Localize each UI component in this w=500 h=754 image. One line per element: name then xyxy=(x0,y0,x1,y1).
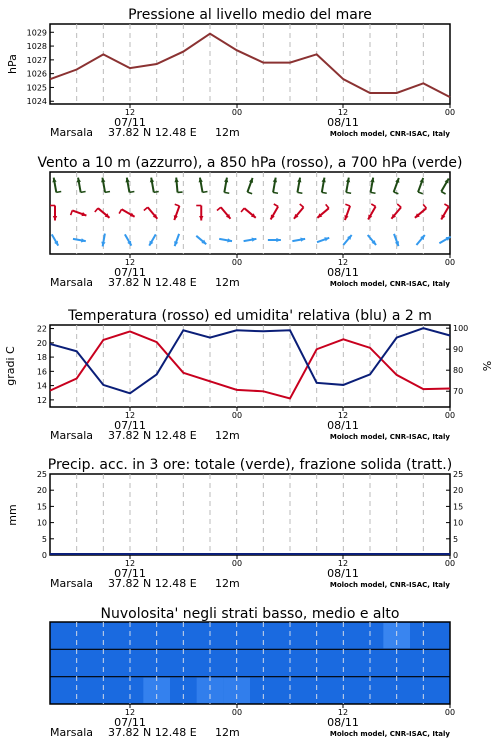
x-tick-label: 12 xyxy=(338,708,348,717)
station-coords: 37.82 N 12.48 E xyxy=(108,577,197,590)
wind-barb-tick xyxy=(144,207,148,210)
y-tick-label: 20 xyxy=(37,486,47,495)
wind-barb xyxy=(343,235,351,245)
date-label: 07/11 xyxy=(114,716,146,729)
y-tick-label: 18 xyxy=(37,353,47,362)
station-coords: 37.82 N 12.48 E xyxy=(108,276,197,289)
precipitation-gridlines xyxy=(77,474,424,555)
wind-barb xyxy=(294,204,304,219)
station-coords: 37.82 N 12.48 E xyxy=(108,726,197,739)
temperature-y-axis-label: gradi C xyxy=(4,346,17,386)
cloud-title: Nuvolosita' negli strati basso, medio e alto xyxy=(101,606,400,622)
wind-barb-head xyxy=(344,215,348,220)
precipitation-panel xyxy=(6,457,463,590)
wind-barb xyxy=(219,238,232,242)
wind-barb-tick xyxy=(346,192,351,193)
wind-barb xyxy=(149,234,156,245)
wind-barb xyxy=(196,236,206,244)
wind-barb xyxy=(244,238,257,242)
cloud-x-ticks xyxy=(50,704,455,739)
wind-barb xyxy=(174,204,180,220)
wind-barb xyxy=(370,178,375,194)
station-elevation: 12m xyxy=(215,577,240,590)
wind-barb-tick xyxy=(297,192,302,193)
model-credit: Moloch model, CNR-ISAC, Italy xyxy=(330,433,451,441)
wind-barb xyxy=(268,238,281,242)
x-tick-label: 12 xyxy=(125,108,135,117)
station-coords: 37.82 N 12.48 E xyxy=(108,126,197,139)
wind-barb-tick xyxy=(241,208,244,212)
temperature-gridlines xyxy=(77,325,424,407)
wind-barb-tick xyxy=(81,192,86,193)
wind-barb xyxy=(441,179,449,194)
y-right-tick-label: 25 xyxy=(453,470,463,479)
wind-barbs xyxy=(50,178,451,247)
wind-barb xyxy=(317,204,328,217)
wind-barb xyxy=(368,235,376,245)
wind-barb-head xyxy=(420,178,424,183)
pressure-title: Pressione al livello medio del mare xyxy=(128,7,372,23)
wind-barb xyxy=(224,178,229,194)
wind-barb xyxy=(174,178,182,193)
wind-barb-tick xyxy=(444,204,448,207)
station-name: Marsala xyxy=(50,577,93,590)
station-elevation: 12m xyxy=(215,429,240,442)
wind-barb-tick xyxy=(273,192,278,193)
station-elevation: 12m xyxy=(215,726,240,739)
x-tick-label: 00 xyxy=(445,708,455,717)
wind-barb xyxy=(441,204,449,219)
wind-barb xyxy=(271,204,279,219)
wind-barb xyxy=(119,209,134,217)
wind-panel xyxy=(37,155,462,289)
temperature-x-ticks xyxy=(50,407,455,442)
date-label: 08/11 xyxy=(327,419,359,432)
wind-barb xyxy=(247,178,253,194)
wind-barb xyxy=(241,208,256,218)
y-tick-label: 25 xyxy=(37,470,47,479)
wind-barb-tick xyxy=(95,208,98,212)
wind-barb xyxy=(101,178,110,193)
wind-barb-tick xyxy=(71,210,73,215)
wind-barb xyxy=(368,204,376,219)
x-tick-label: 12 xyxy=(125,708,135,717)
wind-barb-head xyxy=(174,215,178,220)
y-right-tick-label: 80 xyxy=(453,366,463,375)
cloud-cell xyxy=(223,678,250,703)
humidity-y-axis-label: % xyxy=(481,361,494,371)
wind-barb-tick xyxy=(203,192,208,193)
y-tick-label: 12 xyxy=(37,396,47,405)
y-tick-label: 0 xyxy=(42,551,47,560)
precipitation-plot-frame xyxy=(50,474,450,555)
wind-barb-head xyxy=(249,178,253,183)
wind-barb-tick xyxy=(322,192,327,193)
pressure-x-ticks xyxy=(50,104,455,139)
wind-barb-tick xyxy=(371,204,375,207)
wind-barb-tick xyxy=(300,204,304,207)
x-tick-label: 12 xyxy=(125,258,135,267)
wind-barb-tick xyxy=(175,204,180,206)
y-right-tick-label: 20 xyxy=(453,486,463,495)
wind-barb-tick xyxy=(441,191,445,194)
wind-barb-tick xyxy=(418,192,423,194)
wind-barb xyxy=(322,178,327,194)
wind-barb xyxy=(150,178,159,193)
station-name: Marsala xyxy=(50,726,93,739)
wind-barb xyxy=(346,178,351,194)
wind-barb-tick xyxy=(371,192,376,193)
date-label: 08/11 xyxy=(327,116,359,129)
y-tick-label: 5 xyxy=(42,535,47,544)
wind-barb xyxy=(95,208,110,218)
date-label: 07/11 xyxy=(114,419,146,432)
wind-barb xyxy=(71,210,87,216)
pressure-series-line xyxy=(50,34,450,97)
wind-barb xyxy=(73,238,86,242)
x-tick-label: 00 xyxy=(445,559,455,568)
wind-barb-head xyxy=(81,212,86,216)
station-coords: 37.82 N 12.48 E xyxy=(108,429,197,442)
temperature-panel xyxy=(4,308,494,442)
wind-barb xyxy=(273,178,278,194)
date-label: 08/11 xyxy=(327,567,359,580)
y-right-tick-label: 15 xyxy=(453,502,463,511)
wind-barb-tick xyxy=(119,209,122,213)
wind-barb-head xyxy=(53,216,57,221)
wind-barb-head xyxy=(395,178,399,183)
wind-barb xyxy=(77,178,86,193)
y-right-tick-label: 5 xyxy=(453,535,458,544)
x-tick-label: 12 xyxy=(125,559,135,568)
date-label: 07/11 xyxy=(114,567,146,580)
y-right-tick-label: 10 xyxy=(453,519,463,528)
wind-barb-head xyxy=(174,178,178,183)
x-tick-label: 00 xyxy=(445,258,455,267)
model-credit: Moloch model, CNR-ISAC, Italy xyxy=(330,130,451,138)
station-name: Marsala xyxy=(50,276,93,289)
y-tick-label: 1026 xyxy=(27,70,47,79)
y-tick-label: 10 xyxy=(37,519,47,528)
station-elevation: 12m xyxy=(215,126,240,139)
wind-barb-tick xyxy=(129,192,134,193)
precipitation-y-ticks xyxy=(37,470,463,560)
y-tick-label: 16 xyxy=(37,367,47,376)
x-tick-label: 00 xyxy=(445,411,455,420)
wind-barb xyxy=(199,178,208,193)
x-tick-label: 00 xyxy=(232,108,242,117)
wind-barb-tick xyxy=(247,192,252,194)
wind-barb-tick xyxy=(423,204,426,208)
wind-barb xyxy=(52,234,59,245)
precipitation-title: Precip. acc. in 3 ore: totale (verde), frazione solida (tratt.) xyxy=(48,457,452,473)
x-tick-label: 00 xyxy=(232,258,242,267)
wind-barb xyxy=(196,206,203,221)
wind-barb xyxy=(174,234,179,246)
wind-barb-head xyxy=(276,238,281,242)
x-tick-label: 12 xyxy=(338,411,348,420)
x-tick-label: 12 xyxy=(338,559,348,568)
model-credit: Moloch model, CNR-ISAC, Italy xyxy=(330,280,451,288)
y-right-tick-label: 90 xyxy=(453,345,463,354)
wind-title: Vento a 10 m (azzurro), a 850 hPa (rosso), a 700 hPa (verde) xyxy=(37,155,462,171)
x-tick-label: 00 xyxy=(445,108,455,117)
cloud-cell xyxy=(197,678,224,703)
x-tick-label: 00 xyxy=(232,708,242,717)
y-tick-label: 1027 xyxy=(27,56,47,65)
wind-barb xyxy=(217,207,230,218)
model-credit: Moloch model, CNR-ISAC, Italy xyxy=(330,581,451,589)
temperature-y-ticks xyxy=(37,325,54,405)
x-tick-label: 12 xyxy=(338,108,348,117)
y-right-tick-label: 0 xyxy=(453,551,458,560)
cloud-panel xyxy=(50,606,455,739)
wind-barb-tick xyxy=(394,192,399,194)
wind-barb-tick xyxy=(105,192,110,193)
y-right-tick-label: 70 xyxy=(453,387,463,396)
wind-barb xyxy=(439,237,450,244)
model-credit: Moloch model, CNR-ISAC, Italy xyxy=(330,730,451,738)
wind-barb xyxy=(344,204,350,220)
precipitation-x-ticks xyxy=(50,555,455,590)
x-tick-label: 00 xyxy=(232,559,242,568)
pressure-points xyxy=(50,34,450,98)
y-tick-label: 1024 xyxy=(27,97,47,106)
y-tick-label: 14 xyxy=(37,382,47,391)
date-label: 07/11 xyxy=(114,116,146,129)
precipitation-y-axis-label: mm xyxy=(6,504,19,525)
station-name: Marsala xyxy=(50,429,93,442)
y-right-tick-label: 100 xyxy=(453,324,468,333)
wind-barb-head xyxy=(324,237,329,241)
wind-barb xyxy=(297,178,302,194)
pressure-panel xyxy=(6,7,455,139)
wind-barb xyxy=(415,204,426,217)
wind-barb-tick xyxy=(326,204,329,208)
wind-barb-tick xyxy=(224,192,229,193)
wind-barb xyxy=(292,238,305,242)
cloud-cell xyxy=(143,678,170,703)
x-tick-label: 12 xyxy=(125,411,135,420)
y-tick-label: 20 xyxy=(37,339,47,348)
temperature-series-line xyxy=(50,331,450,398)
pressure-y-axis-label: hPa xyxy=(6,54,19,74)
y-tick-label: 1028 xyxy=(27,42,47,51)
wind-barb-head xyxy=(174,241,178,246)
date-label: 07/11 xyxy=(114,266,146,279)
wind-barb xyxy=(144,207,157,218)
y-tick-label: 1025 xyxy=(27,83,47,92)
y-tick-label: 15 xyxy=(37,502,47,511)
station-name: Marsala xyxy=(50,126,93,139)
wind-x-ticks xyxy=(50,254,455,289)
cloud-cells xyxy=(50,622,450,704)
temperature-title: Temperatura (rosso) ed umidita' relativa (blu) a 2 m xyxy=(67,308,432,324)
wind-barb-tick xyxy=(154,192,159,193)
station-elevation: 12m xyxy=(215,276,240,289)
date-label: 08/11 xyxy=(327,716,359,729)
y-tick-label: 22 xyxy=(37,325,47,334)
wind-barb-tick xyxy=(56,192,61,193)
wind-barb-tick xyxy=(217,207,221,210)
wind-barb xyxy=(52,178,61,193)
x-tick-label: 00 xyxy=(232,411,242,420)
date-label: 08/11 xyxy=(327,266,359,279)
wind-barb xyxy=(50,206,57,221)
wind-barb-head xyxy=(199,216,203,221)
wind-barb-tick xyxy=(345,204,350,206)
wind-barb-tick xyxy=(274,204,278,207)
x-tick-label: 12 xyxy=(338,258,348,267)
wind-barb-tick xyxy=(397,204,401,207)
y-tick-label: 1029 xyxy=(27,28,47,37)
wind-barb xyxy=(317,237,329,242)
